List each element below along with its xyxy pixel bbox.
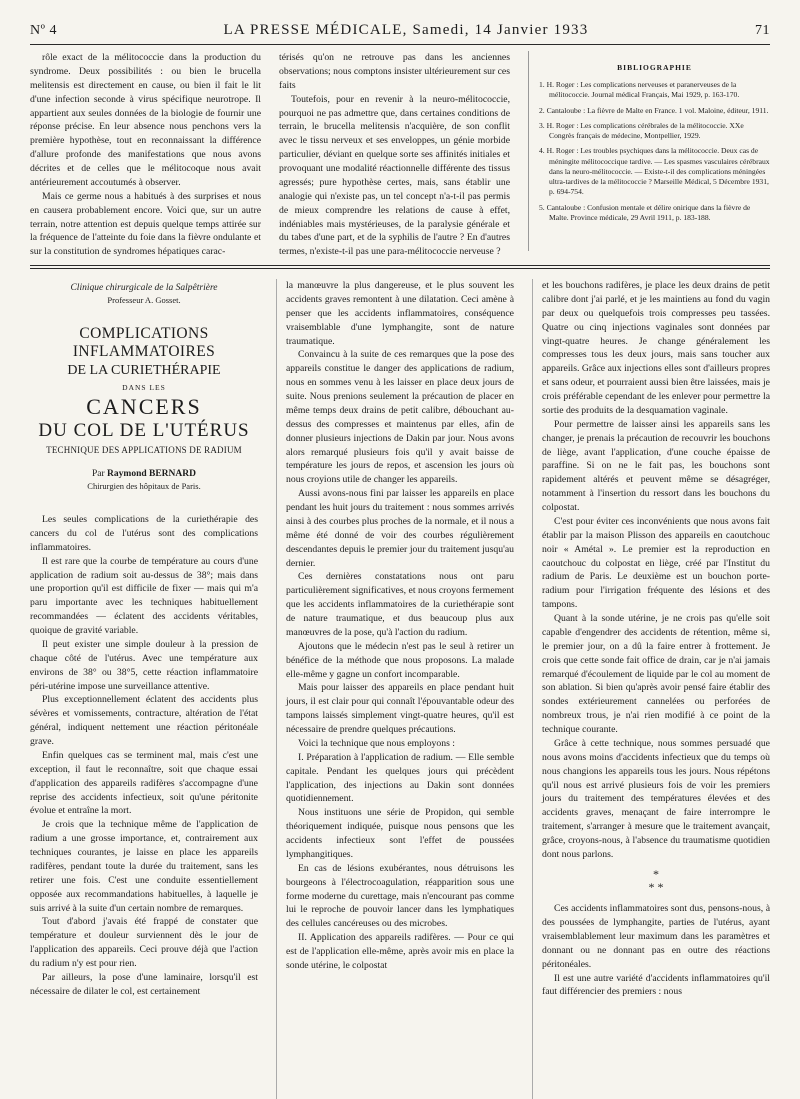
paragraph: Mais ce germe nous a habitués à des surprises et nous en causera probablement encore. Voici que, sur un autre terrain, notre attention est depuis quelque temps attirée sur la fréquence de l'atteinte du foie dans la fièvre ondulante et sur la constitution de syndromes hépatiques carac- <box>30 190 261 258</box>
reference: 3. H. Roger : Les complications cérébrales de la mélitococcie. XXe Congrès français de médecine, Montpellier, 1929. <box>539 120 744 140</box>
article-title-line-1: COMPLICATIONS INFLAMMATOIRES <box>72 325 216 360</box>
author-name: Raymond BERNARD <box>107 469 196 480</box>
bibliography <box>528 51 770 251</box>
reference: 2. Cantaloube : La fièvre de Malte en France. 1 vol. Maloine, éditeur, 1911. <box>539 105 769 115</box>
paragraph: I. Préparation à l'application de radium. — Elle semble capitale. Pendant les quelques jours qui précèdent l'application, des injections au Dakin sont données quotidiennement. <box>286 751 514 805</box>
paragraph: Quant à la sonde utérine, je ne crois pas qu'elle soit capable d'engendrer des accidents de rétention, même si, le premier jour, on a dû la faire entrer à frottement. Je crois que cette sonde fait office de drain, car je n'ai jamais remarqué d'écoulement de liquide par le col au moment de son ablation. Si bien qu'après avoir pensé faire établir des sondes extérieurement cannelées ou perforées de nombreux trous, je n'ai rien modifié à ce point de la technique courante. <box>542 613 770 735</box>
clinic-name: Clinique chirurgicale de la Salpêtrière <box>70 283 218 293</box>
paragraph: Plus exceptionnellement éclatent des accidents plus sévères et vomissements, contracture, altération de l'état général, indiquent nettement une réaction péritonéale grave. <box>30 694 258 748</box>
previous-article-end <box>30 45 770 258</box>
author-affiliation: Chirurgien des hôpitaux de Paris. <box>87 481 201 492</box>
paragraph: Mais pour laisser des appareils en place pendant huit jours, il est clair pour qui connaît l'épouvantable odeur des tampons laissés simplement vingt-quatre heures, qu'il est nécessaire de prendre quelques précautions. <box>286 682 514 735</box>
paragraph: Il est rare que la courbe de température au cours d'une application de radium soit au-dessus de 38°; mais dans une proportion qu'il est difficile de fixer — mais qui m'a paru importante avec les techniques habituellement recommandées — éclatent des accidents véritables, quoique de gravité variable. <box>30 555 258 637</box>
section-divider <box>30 265 770 269</box>
paragraph: Nous instituons une série de Propidon, qui semble théoriquement indiquée, puisque nous pensons que les accidents infectieux sont l'effet de poussées lymphangitiques. <box>286 807 514 860</box>
article <box>30 279 770 1099</box>
reference: 4. H. Roger : Les troubles psychiques dans la mélitococcie. Deux cas de méningite mélitococcique tardive. — Les spasmes vasculaires cérébraux dans la neuro-mélitococcie. — Existe-t-il des complications méningées ultra-tardives de la mélitococcie ? Marseille Médical, 5 Décembre 1931, p. 694-754. <box>539 146 770 197</box>
paragraph: Toutefois, pour en revenir à la neuro-mélitococcie, pourquoi ne pas admettre que, dans certaines conditions de terrain, le brucella melitensis n'acquière, de son conflit avec le tissu nerveux et ses enveloppes, un génie morbide particulier, déviant en quelque sorte ses affinités initiales et provoquant une modalité réactionnelle différente des tissus agressés; pure hypothèse certes, mais, sans établir une analogie qui n'existe pas, un tel concept n'a-t-il pas permis de mieux comprendre les relations de cause à effet, indéniables mais mystérieuses, de la paralysie générale et du tabes d'une part, et de la syphilis de l'autre ? En d'autres termes, n'existe-t-il pas une para-mélitococcie nerveuse ? <box>279 93 510 258</box>
professor-name: Professeur A. Gosset. <box>107 295 181 305</box>
section-asterism: * * * <box>648 866 664 894</box>
paragraph: Convaincu à la suite de ces remarques que la pose des appareils constitue le danger des applications de radium, nous en sommes venu à les laisser en place deux jours de suite. Nous prenions seulement la précaution de placer en même temps deux drains de petit calibre, débouchant au-dessus des compresses et maintenus par elles, afin de donner plusieurs injections de Dakin par jour. Nous avons alors remarqué plusieurs fois qu'il y avait baisse de température les jours de repos, et ascension les jours où nous croyions utile de changer les appareils. <box>286 349 514 486</box>
paragraph: En cas de lésions exubérantes, nous détruisons les bourgeons à l'électrocoagulation, réapparition sous une forme moderne du curettage, mais n'encourant pas comme lui le reproche de pouvoir lancer dans les lymphatiques des cellules cancéreuses ou des microbes. <box>286 862 514 930</box>
reference: 1. H. Roger : Les complications nerveuses et paranerveuses de la mélitococcie. Journal médical Français, Mai 1929, p. 163-170. <box>539 80 740 100</box>
paragraph: C'est pour éviter ces inconvénients que nous avons fait établir par la maison Plisson des appareils en caoutchouc noir « Amétal ». Le premier est la reproduction en caoutchouc du colpostat en liège, créé par l'Institut du radium de Paris. Le deuxième est un bouchon porte-radium pour l'irrigation fréquente des lésions et des tampons. <box>542 515 770 611</box>
paragraph: Je crois que la technique même de l'application de radium a une grosse importance, et, contrairement aux techniques courantes, je laisse en place les appareils radifères, pendant toute la durée du traitement, sans les retirer une fois. C'est une conduite essentiellement opposée aux recommandations habituelles, à laquelle je suis arrivé à la suite d'un certain nombre de remarques. <box>30 819 258 914</box>
paragraph: térisés qu'on ne retrouve pas dans les anciennes observations; nous comptons insister ultérieurement sur ces faits <box>279 52 510 91</box>
paragraph: Enfin quelques cas se terminent mal, mais c'est une exception, il faut le reconnaître, soit que chaque essai d'application des appareils radifères s'accompagne d'une reprise des accidents infectieux, soit qu'une péritonite évolue et entraîne la mort. <box>30 749 258 817</box>
paragraph: Aussi avons-nous fini par laisser les appareils en place pendant les huit jours du traitement : nous sommes arrivés ainsi à des courbes plus proches de la normale, et il nous a même été donné de voir des courbes régulièrement descendantes depuis le premier jour du traitement jusqu'au dernier. <box>286 488 514 569</box>
article-column-3 <box>532 279 770 1099</box>
byline-prefix: Par <box>92 469 105 480</box>
masthead <box>30 22 770 45</box>
paragraph: et les bouchons radifères, je place les deux drains de petit calibre dont j'ai parlé, et je les maintiens au fond du vagin par deux ou quelquefois trois compresses peu tassées. Quatre ou cinq injections vaginales sont données par vingt-quatre heures. Je change généralement les compresses tous les deux jours, mais sans toucher aux appareils. Grâce aux injections elles sont d'ailleurs propres et sans odeur, et pourraient aussi bien être laissées, mais je crois préférable cependant de les enlever pour permettre la sortie des produits de la desquamation vaginale. <box>542 280 770 416</box>
page-number: 71 <box>754 23 770 38</box>
article-subtitle: TECHNIQUE DES APPLICATIONS DE RADIUM <box>46 445 242 456</box>
paragraph: Il peut exister une simple douleur à la pression de chaque côté de l'utérus. Avec une température aux environs de 38° ou 38°5, cette réaction inflammatoire péri-utérine impose une surveillance attentive. <box>30 638 258 692</box>
paragraph: Ajoutons que le médecin n'est pas le seul à retirer un bénéfice de la méthode que nous proposons. La malade elle-même y gagne un confort incomparable. <box>286 640 514 680</box>
paragraph: Grâce à cette technique, nous sommes persuadé que nous avons moins d'accidents infectieux que du temps où nous changions les appareils tous les jours. Nous répétons qu'il nous est arrivé plusieurs fois de voir les premiers jours du traitement des températures élevées et des accidents graves, menaçant de faire interrompre le traitement, s'arranger à mesure que le traitement avançait, grâce, croyons-nous, à l'absence du traumatisme quotidien dont nous parlons. <box>542 737 770 860</box>
article-title-line-2: DE LA CURIETHÉRAPIE <box>67 363 221 378</box>
issue-number: Nº 4 <box>30 23 57 38</box>
paragraph: Ces dernières constatations nous ont paru particulièrement significatives, et nous croyons fermement que les accidents inflammatoires de la curiethérapie sont de nature traumatique, et dus beaucoup plus aux manœuvres de la pose, qu'à l'action du radium. <box>286 571 514 638</box>
paragraph: Les seules complications de la curiethérapie des cancers du col de l'utérus sont des complications inflammatoires. <box>30 514 258 553</box>
publication-title: LA PRESSE MÉDICALE, Samedi, 14 Janvier 1933 <box>223 22 589 38</box>
reference: 5. Cantaloube : Confusion mentale et délire onirique dans la fièvre de Malte. Province médicale, 29 Avril 1911, p. 183-188. <box>539 202 751 222</box>
paragraph: la manœuvre la plus dangereuse, et le plus souvent les accidents graves remontent à une dilatation. Ceci amène à penser que les accidents inflammatoires, conséquence vraisemblable d'une lymphangite, sont de nature traumatique. <box>286 280 514 347</box>
article-column-1 <box>30 279 258 1099</box>
paragraph: II. Application des appareils radifères. — Pour ce qui est de l'application elle-même, après avoir mis en place la sonde utérine, le colpostat <box>286 932 514 971</box>
paragraph: Par ailleurs, la pose d'une laminaire, lorsqu'il est nécessaire de dilater le col, est certainement <box>30 971 258 997</box>
article-title-connector: DANS LES <box>122 383 166 392</box>
top-column-2 <box>279 51 510 258</box>
top-column-1 <box>30 51 261 258</box>
article-column-2 <box>276 279 514 1099</box>
paragraph: Ces accidents inflammatoires sont dus, pensons-nous, à des poussées de lymphangite, parties de l'utérus, ayant vraisemblablement leur maximum dans les paramètres et donnant ou ne donnant pas en outre des réactions péritonéales. <box>542 903 770 970</box>
paragraph: Il est une autre variété d'accidents inflammatoires qu'il faut différencier des premiers : nous <box>542 972 770 998</box>
paragraph: Pour permettre de laisser ainsi les appareils sans les changer, je prenais la précaution de recouvrir les bouchons de liège, avant l'application, d'une couche épaisse de paraffine. Si on ne le fait pas, les bouchons sont rapidement altérés et peuvent même se désagréger, notamment à l'insertion du ressort dans les bouchons du colpostat. <box>542 418 770 513</box>
bibliography-heading: BIBLIOGRAPHIE <box>617 63 692 72</box>
paragraph: Tout d'abord j'avais été frappé de constater que température et douleur surviennent dès le jour de l'application des appareils. Ceci prouve déjà que l'action du radium n'y est pour rien. <box>30 916 258 970</box>
article-title-line-4: DU COL DE L'UTÉRUS <box>38 420 250 442</box>
article-title-line-3: CANCERS <box>86 394 202 419</box>
paragraph: rôle exact de la mélitococcie dans la production du syndrome. Deux possibilités : ou bien le brucella melitensis est directement en cause, ou bien il fait le lit d'une infection seconde à virus spécifique neurotrope. Il appartient aux seules données de la biologie de fournir une réponse précise. En leur absence nous penchons vers la première hypothèse, tout en reconnaissant la différence d'allure profonde des manifestations que nous avons décrites et de celles que le mélitocoque nous avait antérieurement accoutumés à observer. <box>30 52 261 188</box>
paragraph: Voici la technique que nous employons : <box>298 737 455 749</box>
byline <box>30 469 258 479</box>
